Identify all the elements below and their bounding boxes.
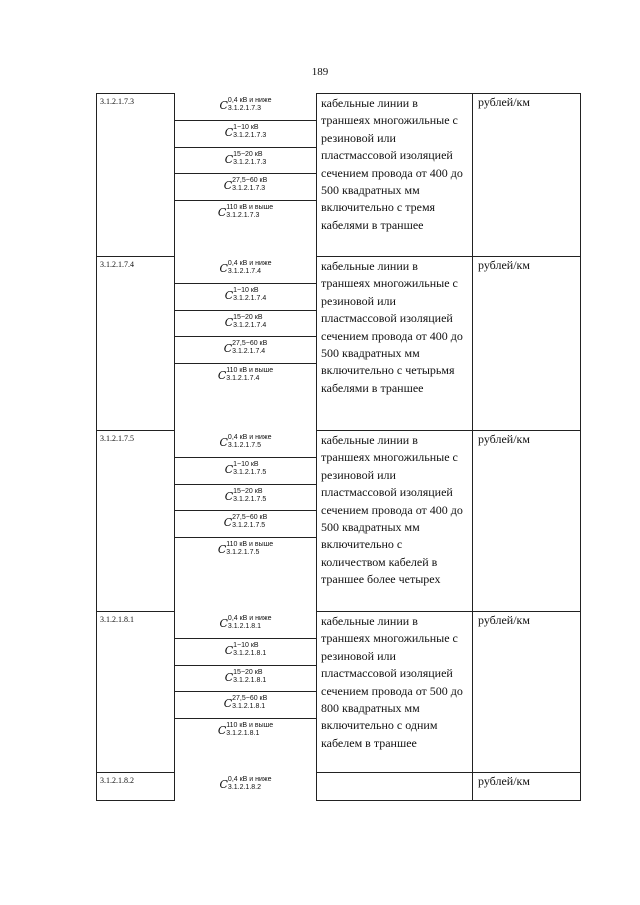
item-code: 3.1.2.1.7.3 (97, 94, 175, 257)
voltage-superscript: 110 кВ и выше (226, 203, 274, 211)
formula-cell-group (175, 773, 317, 801)
formula-cell (175, 638, 316, 665)
formula-symbol: C (223, 342, 233, 355)
voltage-superscript: 0,4 кВ и ниже (227, 775, 272, 783)
formula-cell (175, 336, 316, 363)
rate-formula (175, 433, 316, 451)
unit-of-measure: рублей/км (473, 612, 581, 773)
formula-cell (175, 147, 316, 174)
voltage-superscript: 110 кВ и выше (226, 721, 274, 729)
rate-formula (175, 668, 316, 686)
code-subscript: 3.1.2.1.7.3 (233, 132, 267, 140)
rate-formula (175, 313, 316, 331)
rate-formula (175, 150, 316, 168)
code-subscript: 3.1.2.1.7.4 (233, 321, 267, 329)
item-description: кабельные линии в траншеях многожильные с резиновой или пластмассовой изоляцией сечением провода от 400 до 500 квадратных мм включительно с количеством кабелей в траншее более четырех (317, 431, 473, 612)
code-subscript: 3.1.2.1.7.4 (232, 348, 266, 356)
voltage-superscript: 27,5−60 кВ (232, 177, 268, 185)
unit-of-measure: рублей/км (473, 773, 581, 801)
code-subscript: 3.1.2.1.7.3 (226, 211, 260, 219)
formula-symbol: C (219, 435, 228, 449)
voltage-superscript: 15−20 кВ (233, 150, 263, 158)
rate-formula (175, 614, 316, 632)
rate-formula (175, 460, 316, 478)
voltage-superscript: 27,5−60 кВ (232, 695, 268, 703)
code-subscript: 3.1.2.1.7.3 (227, 104, 262, 112)
formula-cell (175, 484, 316, 511)
rate-formula (175, 641, 316, 659)
code-subscript: 3.1.2.1.7.4 (227, 267, 262, 275)
code-subscript: 3.1.2.1.8.2 (227, 783, 262, 791)
formula-symbol: C (223, 516, 233, 529)
formula-symbol: C (217, 205, 227, 219)
formula-symbol: C (217, 368, 227, 382)
formula-cell-group (175, 257, 317, 431)
formula-cell (175, 120, 316, 147)
formula-cell (175, 173, 316, 200)
formula-symbol: C (223, 179, 233, 192)
code-subscript: 3.1.2.1.7.4 (226, 374, 260, 382)
formula-cell-group (175, 94, 317, 257)
rate-formula (175, 487, 316, 505)
rate-formula (175, 123, 316, 141)
formula-cell (175, 457, 316, 484)
formula-cell (175, 612, 316, 639)
voltage-superscript: 0,4 кВ и ниже (227, 614, 272, 622)
voltage-superscript: 110 кВ и выше (226, 540, 274, 548)
voltage-superscript: 15−20 кВ (233, 313, 263, 321)
table-body (97, 94, 581, 801)
voltage-superscript: 1−10 кВ (233, 461, 259, 469)
item-code: 3.1.2.1.8.1 (97, 612, 175, 773)
rate-formula (175, 513, 316, 531)
formula-cell (175, 257, 316, 284)
formula-cell (175, 718, 316, 745)
formula-symbol: C (223, 697, 233, 710)
voltage-superscript: 1−10 кВ (233, 642, 259, 650)
formula-cell (175, 773, 316, 800)
formula-symbol: C (224, 126, 234, 139)
table-row (97, 94, 581, 257)
formula-cell (175, 510, 316, 537)
formula-symbol: C (224, 152, 234, 166)
rate-formula (175, 339, 316, 357)
formula-cell (175, 537, 316, 564)
rate-formula (175, 259, 316, 277)
formula-symbol: C (219, 777, 228, 791)
formula-cell (175, 200, 316, 227)
voltage-superscript: 1−10 кВ (233, 287, 259, 295)
code-subscript: 3.1.2.1.8.1 (232, 703, 266, 711)
code-subscript: 3.1.2.1.8.1 (233, 650, 267, 658)
item-code: 3.1.2.1.7.5 (97, 431, 175, 612)
voltage-superscript: 110 кВ и выше (226, 366, 274, 374)
voltage-superscript: 0,4 кВ и ниже (227, 259, 272, 267)
code-subscript: 3.1.2.1.8.1 (227, 622, 262, 630)
formula-symbol: C (224, 289, 234, 302)
code-subscript: 3.1.2.1.7.5 (226, 548, 260, 556)
code-subscript: 3.1.2.1.7.5 (233, 495, 267, 503)
item-description: кабельные линии в траншеях многожильные с резиновой или пластмассовой изоляцией сечением провода от 500 до 800 квадратных мм включительно с одним кабелем в траншее (317, 612, 473, 773)
voltage-superscript: 15−20 кВ (233, 487, 263, 495)
formula-symbol: C (219, 616, 228, 630)
rate-formula (175, 721, 316, 739)
rate-formula (175, 176, 316, 194)
rate-formula (175, 286, 316, 304)
formula-symbol: C (224, 670, 234, 684)
rate-formula (175, 203, 316, 221)
formula-symbol: C (224, 315, 234, 329)
code-subscript: 3.1.2.1.7.3 (233, 158, 267, 166)
unit-of-measure: рублей/км (473, 94, 581, 257)
formula-cell (175, 363, 316, 390)
formula-cell (175, 310, 316, 337)
code-subscript: 3.1.2.1.7.5 (232, 522, 266, 530)
voltage-superscript: 27,5−60 кВ (232, 340, 268, 348)
formula-symbol: C (217, 723, 227, 737)
formula-symbol: C (217, 542, 227, 556)
formula-symbol: C (219, 261, 228, 275)
formula-cell-group (175, 612, 317, 773)
voltage-superscript: 0,4 кВ и ниже (227, 96, 272, 104)
formula-symbol: C (224, 644, 234, 657)
code-subscript: 3.1.2.1.7.5 (233, 469, 267, 477)
unit-of-measure: рублей/км (473, 431, 581, 612)
code-subscript: 3.1.2.1.7.5 (227, 441, 262, 449)
formula-symbol: C (224, 463, 234, 476)
formula-cell (175, 94, 316, 121)
table-row (97, 773, 581, 801)
rate-formula (175, 775, 316, 793)
item-code: 3.1.2.1.7.4 (97, 257, 175, 431)
table-row (97, 431, 581, 612)
table-row (97, 612, 581, 773)
voltage-superscript: 1−10 кВ (233, 124, 259, 132)
formula-cell (175, 283, 316, 310)
voltage-superscript: 15−20 кВ (233, 668, 263, 676)
rate-formula (175, 366, 316, 384)
voltage-superscript: 27,5−60 кВ (232, 514, 268, 522)
rate-formula (175, 540, 316, 558)
item-description (317, 773, 473, 801)
item-code: 3.1.2.1.8.2 (97, 773, 175, 801)
code-subscript: 3.1.2.1.8.1 (233, 676, 267, 684)
code-subscript: 3.1.2.1.7.4 (233, 295, 267, 303)
item-description: кабельные линии в траншеях многожильные с резиновой или пластмассовой изоляцией сечением провода от 400 до 500 квадратных мм включительно с четырьмя кабелями в траншее (317, 257, 473, 431)
page-number: 189 (311, 66, 329, 78)
code-subscript: 3.1.2.1.8.1 (226, 729, 260, 737)
rate-formula (175, 694, 316, 712)
unit-of-measure: рублей/км (473, 257, 581, 431)
formula-cell-group (175, 431, 317, 612)
formula-cell (175, 431, 316, 458)
table-row (97, 257, 581, 431)
formula-symbol: C (219, 98, 228, 112)
formula-cell (175, 665, 316, 692)
item-description: кабельные линии в траншеях многожильные с резиновой или пластмассовой изоляцией сечением провода от 400 до 500 квадратных мм включительно с тремя кабелями в траншее (317, 94, 473, 257)
tariff-table (96, 93, 581, 801)
formula-cell (175, 691, 316, 718)
code-subscript: 3.1.2.1.7.3 (232, 185, 266, 193)
voltage-superscript: 0,4 кВ и ниже (227, 433, 272, 441)
formula-symbol: C (224, 489, 234, 503)
rate-formula (175, 96, 316, 114)
